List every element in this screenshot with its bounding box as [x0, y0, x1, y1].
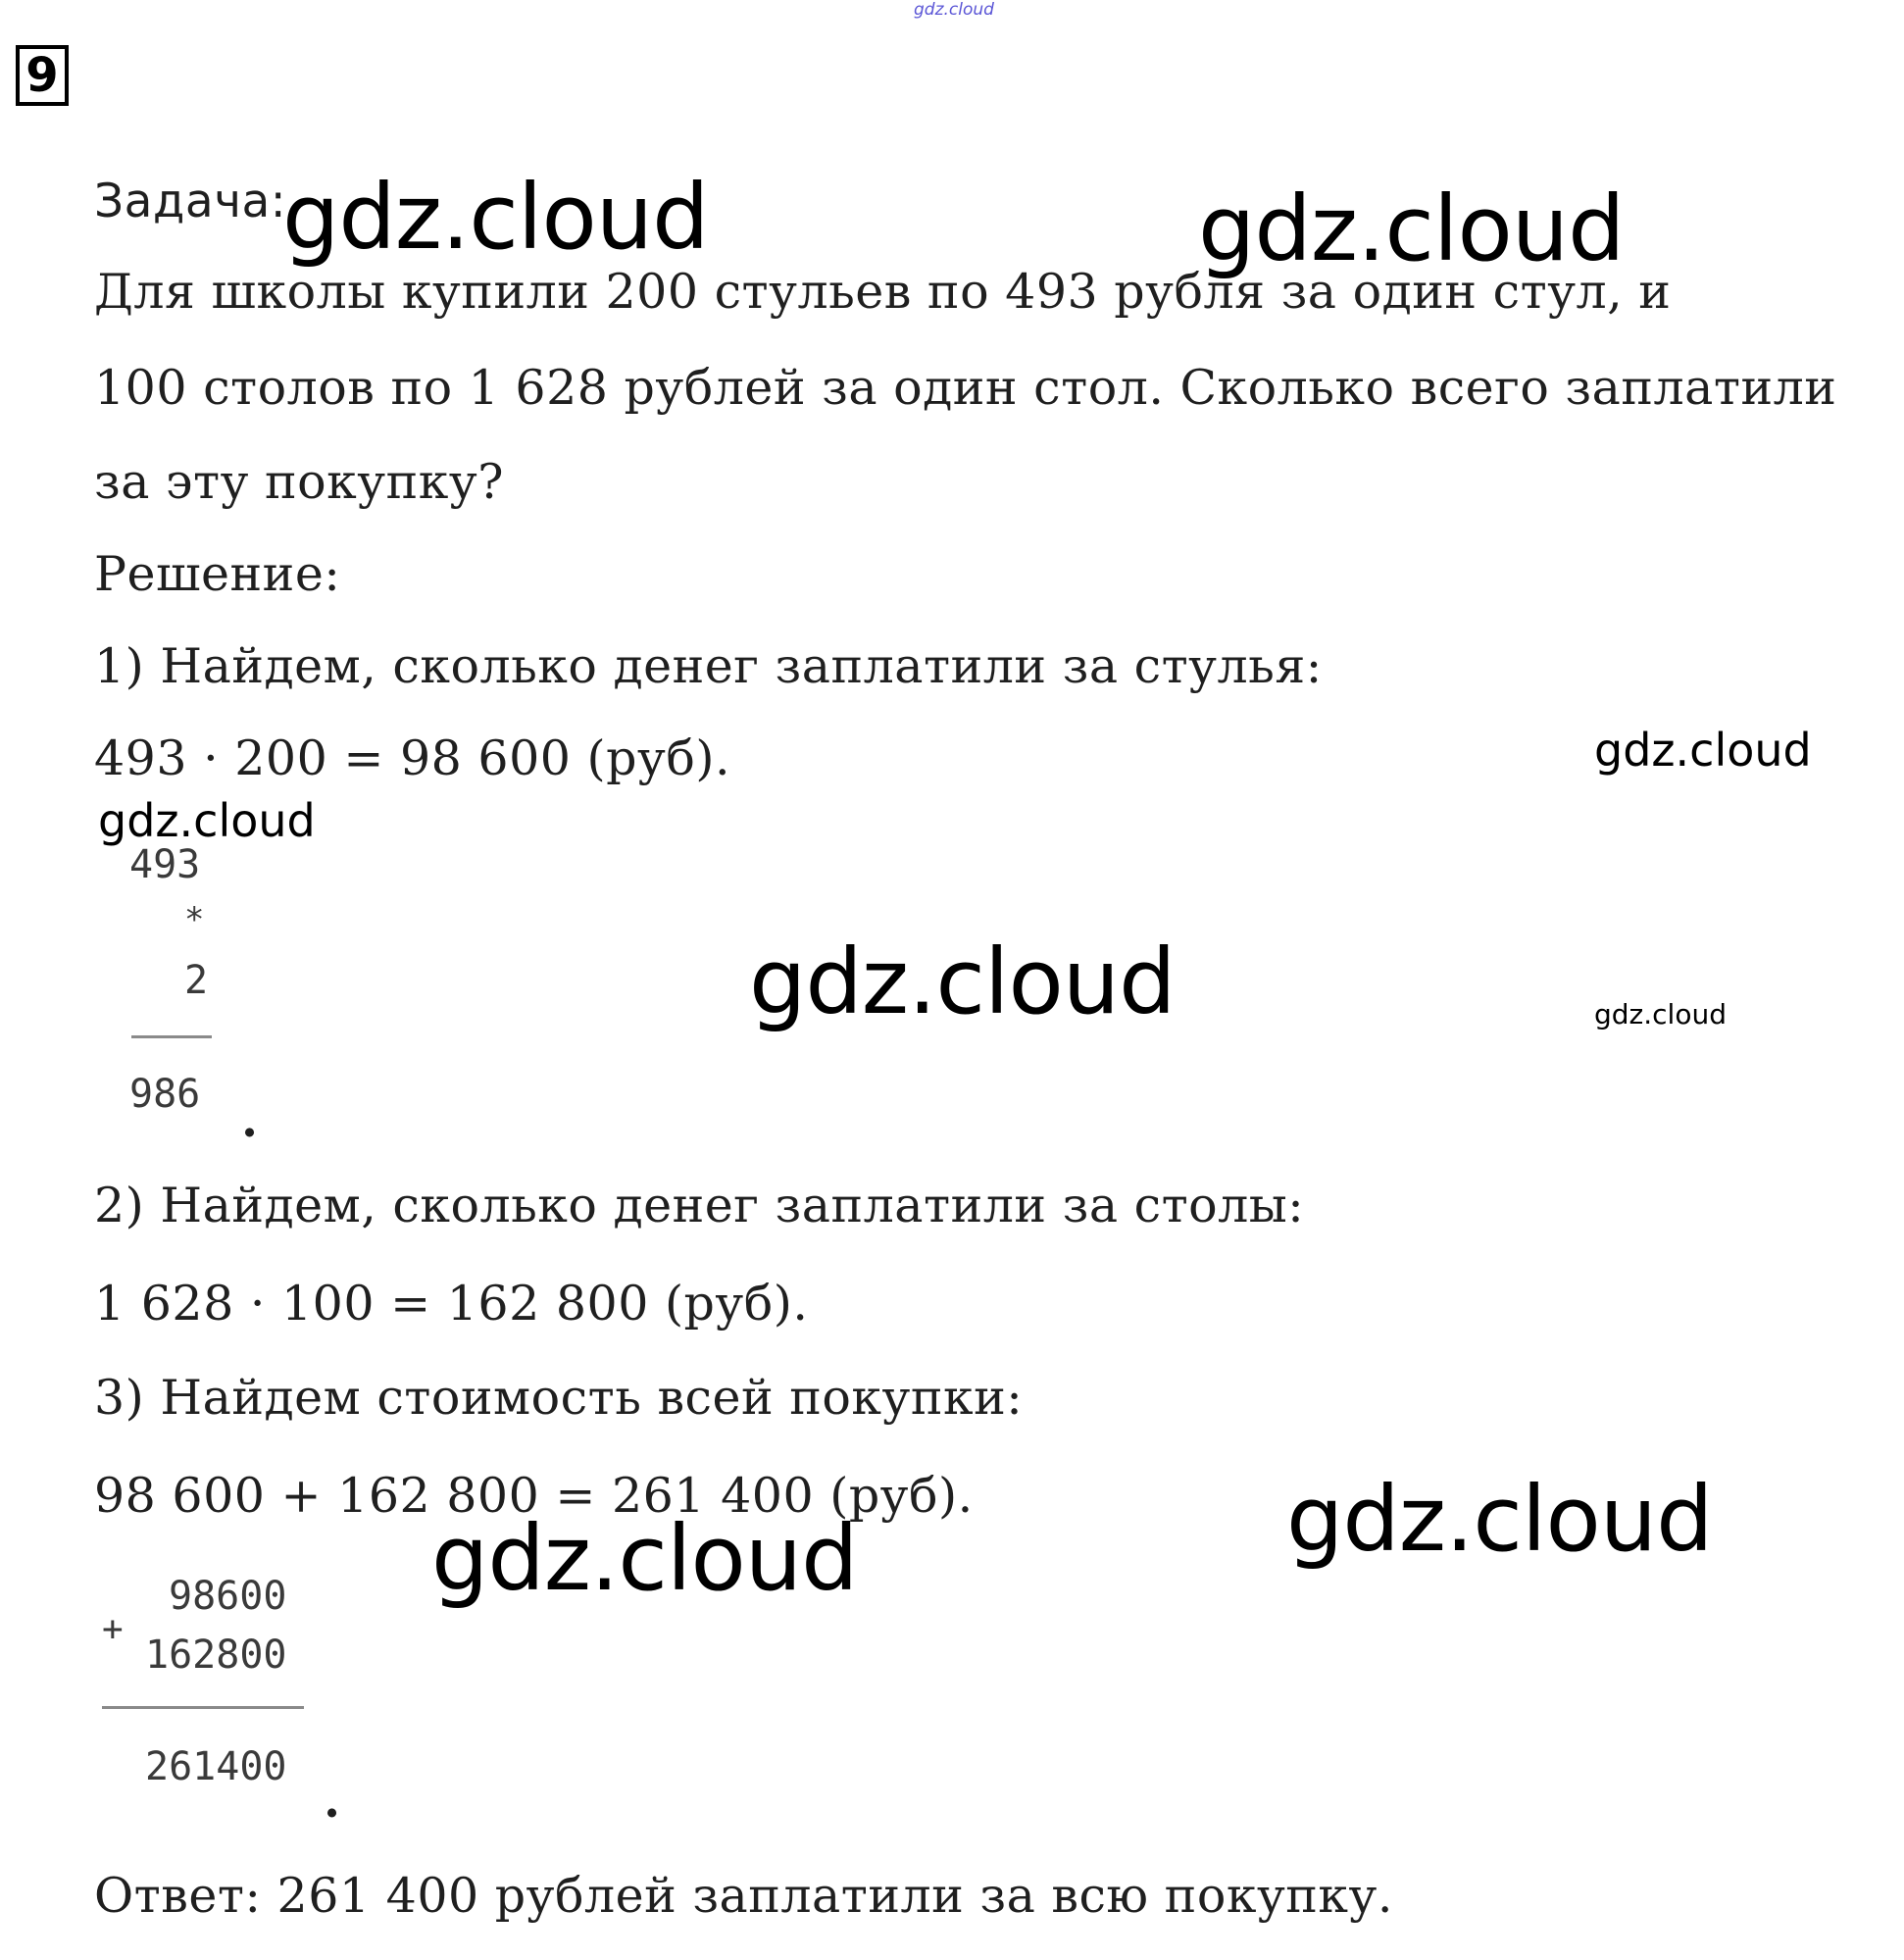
step1-column-operator: *	[184, 900, 205, 939]
task-line-1: Для школы купили 200 стульев по 493 рубля за один стул, и	[94, 264, 1672, 320]
step1-column-dot: .	[241, 1091, 259, 1148]
task-line-2: 100 столов по 1 628 рублей за один стол. Сколько всего заплатили	[94, 360, 1837, 416]
step1-column-rule	[131, 1035, 212, 1038]
task-label: Задача:	[94, 175, 287, 228]
step3-equation: 98 600 + 162 800 = 261 400 (руб).	[94, 1468, 974, 1524]
step1-column-result: 986	[129, 1072, 201, 1117]
watermark-7: gdz.cloud	[431, 1506, 858, 1611]
step3-column-bottom: 162800	[145, 1633, 287, 1678]
step3-column-dot: .	[324, 1772, 341, 1829]
watermark-top: gdz.cloud	[914, 0, 994, 20]
problem-number-box: 9	[16, 45, 69, 106]
step3-column-result: 261400	[145, 1744, 287, 1789]
watermark-1: gdz.cloud	[282, 165, 709, 270]
step3-column-operator: +	[102, 1609, 124, 1649]
watermark-3: gdz.cloud	[1594, 724, 1812, 777]
watermark-4: gdz.cloud	[98, 794, 316, 847]
watermark-2: gdz.cloud	[1198, 176, 1625, 281]
solution-label: Решение:	[94, 546, 341, 602]
step3-column-top: 98600	[169, 1574, 287, 1619]
step3-column-rule	[102, 1706, 304, 1709]
answer-text: Ответ: 261 400 рублей заплатили за всю покупку.	[94, 1868, 1393, 1924]
step1-equation: 493 · 200 = 98 600 (руб).	[94, 730, 731, 786]
step2-equation: 1 628 · 100 = 162 800 (руб).	[94, 1276, 809, 1332]
step1-column-bottom: 2	[184, 958, 209, 1003]
watermark-8: gdz.cloud	[1286, 1467, 1713, 1572]
step2-title: 2) Найдем, сколько денег заплатили за столы:	[94, 1178, 1305, 1233]
step1-title: 1) Найдем, сколько денег заплатили за стулья:	[94, 638, 1323, 694]
watermark-6: gdz.cloud	[1594, 998, 1727, 1030]
step3-title: 3) Найдем стоимость всей покупки:	[94, 1370, 1024, 1426]
watermark-5: gdz.cloud	[749, 930, 1176, 1034]
task-line-3: за эту покупку?	[94, 454, 504, 510]
step1-column-top: 493	[129, 842, 201, 887]
